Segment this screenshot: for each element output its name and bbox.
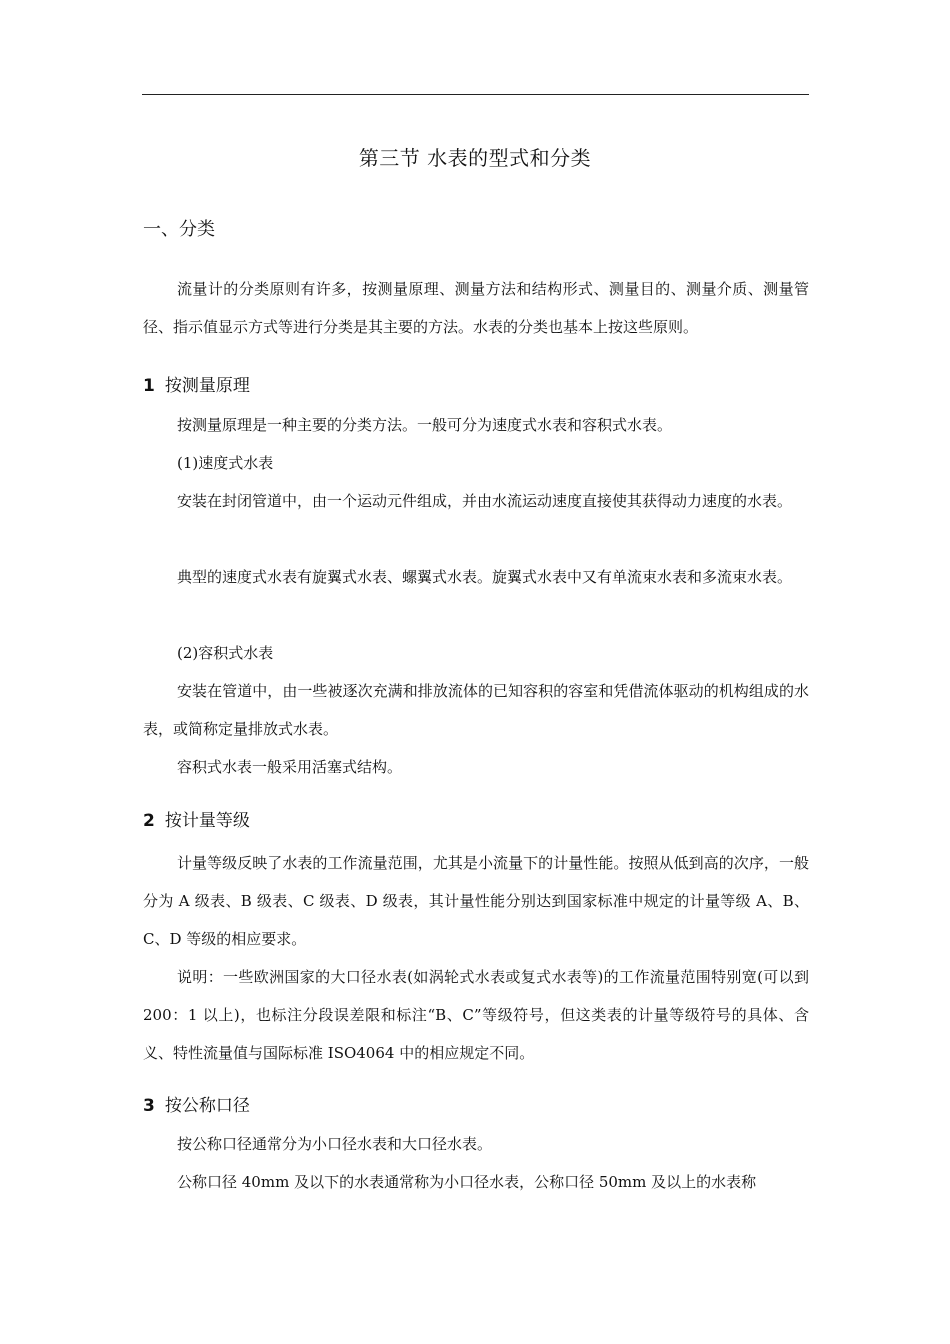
paragraph: 公称口径 40mm 及以下的水表通常称为小口径水表，公称口径 50mm 及以上的水表称 xyxy=(177,1173,757,1191)
subsection-number: 2 xyxy=(143,811,155,831)
subsection-heading-2 xyxy=(143,806,250,831)
paragraph: 安装在管道中，由一些被逐次充满和排放流体的已知容积的容室和凭借流体驱动的机构组成的水表，或简称定量排放式水表。 xyxy=(143,682,809,738)
paragraph: 典型的速度式水表有旋翼式水表、螺翼式水表。旋翼式水表中又有单流束水表和多流束水表。 xyxy=(177,568,793,586)
subsection-number: 1 xyxy=(143,376,155,396)
paragraph: 计量等级反映了水表的工作流量范围，尤其是小流量下的计量性能。按照从低到高的次序，一般分为 A 级表、B 级表、C 级表、D 级表，其计量性能分别达到国家标准中规定的计量等级 A、B、C、D 等级的相应要求。 xyxy=(143,854,809,948)
subsection-number: 3 xyxy=(143,1096,155,1116)
intro-paragraph: 流量计的分类原则有许多，按测量原理、测量方法和结构形式、测量目的、测量介质、测量管径、指示值显示方式等进行分类是其主要的方法。水表的分类也基本上按这些原则。 xyxy=(143,280,809,336)
subsection-title: 按计量等级 xyxy=(164,811,250,831)
paragraph: 容积式水表一般采用活塞式结构。 xyxy=(177,758,403,776)
subsection-heading-1 xyxy=(143,371,250,396)
subsection-title: 按测量原理 xyxy=(164,376,250,396)
paragraph: 按公称口径通常分为小口径水表和大口径水表。 xyxy=(177,1135,493,1153)
page-title: 第三节 水表的型式和分类 xyxy=(358,146,592,170)
paragraph: 安装在封闭管道中，由一个运动元件组成，并由水流运动速度直接使其获得动力速度的水表。 xyxy=(177,492,793,510)
paragraph: 按测量原理是一种主要的分类方法。一般可分为速度式水表和容积式水表。 xyxy=(177,416,673,434)
header-rule xyxy=(142,94,809,95)
subsection-heading-3 xyxy=(143,1091,250,1116)
subsection-title: 按公称口径 xyxy=(164,1096,250,1116)
sub-item-label: (2)容积式水表 xyxy=(177,644,274,662)
sub-item-label: (1)速度式水表 xyxy=(177,454,274,472)
section-heading: 一、分类 xyxy=(143,219,215,240)
paragraph: 说明：一些欧洲国家的大口径水表(如涡轮式水表或复式水表等)的工作流量范围特别宽(可以到 200：1 以上)，也标注分段误差限和标注“B、C”等级符号，但这类表的计量等级符号的具体、含义、特性流量值与国际标准 ISO4064 中的相应规定不同。 xyxy=(143,968,809,1062)
